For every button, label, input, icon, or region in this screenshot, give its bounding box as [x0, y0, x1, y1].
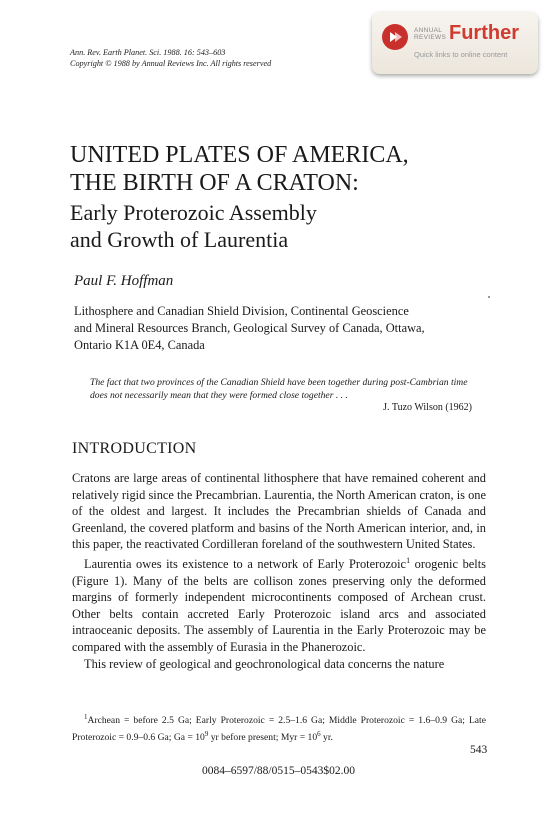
speck-mark: [488, 296, 490, 298]
article-code: 0084–6597/88/0515–0543$02.00: [201, 765, 355, 777]
annual-reviews-logo-icon: [382, 24, 408, 50]
body-text: [72, 470, 486, 672]
footnote: $^1$Archean = before 2.5 Ga; Early Proterozoic = 2.5–1.6 Ga; Middle Proterozoic = 1.6–0.9 Ga; Late Proterozoic = 0.9–0.6 Ga; $Ga = 10^9$ yr before present; Myr = $10^6$ yr.: [72, 713, 486, 743]
journal-line: Ann. Rev. Earth Planet. Sci. 1988. 16: 543–603: [70, 48, 226, 57]
badge-quick-links: Quick links to online content: [414, 50, 508, 59]
journal-citation: [70, 47, 271, 69]
paragraph-2: Laurentia owes its existence to a network of Early Proterozoic$^1$ orogenic belts (Figure 1). Many of the belts are collison zones preserving only the deformed margins of formerly independent microcontinents composed of Archean crust. Other belts contain accreted Early Proterozoic island arcs and associated intraoceanic deposits. The assembly of Laurentia in the Early Proterozoic may be compared with the assembly of Eurasia in the Phanerozoic.: [72, 555, 486, 655]
section-heading: INTRODUCTION: [72, 440, 197, 457]
author-name: Paul F. Hoffman: [74, 273, 174, 289]
further-badge[interactable]: [372, 12, 538, 74]
page-number: 543: [470, 744, 488, 756]
copyright-line: Copyright © 1988 by Annual Reviews Inc. All rights reserved: [70, 59, 272, 68]
badge-brand: ANNUAL REVIEWS: [414, 27, 447, 41]
epigraph-attribution: J. Tuzo Wilson (1962): [383, 402, 472, 413]
badge-further-label: Further: [449, 22, 519, 44]
footnote-mark: 1: [84, 713, 88, 721]
author-affiliation: Lithosphere and Canadian Shield Division, Continental Geoscience and Mineral Resources Branch, Geological Survey of Canada, Ottawa, Ontario K1A 0E4, Canada: [74, 304, 425, 352]
article-subtitle: Early Proterozoic Assembly and Growth of Laurentia: [70, 200, 317, 252]
epigraph-quote: The fact that two provinces of the Canadian Shield have been together during post-Cambrian time does not necessarily mean that they were formed close together . . .: [90, 377, 468, 401]
paragraph-1: Cratons are large areas of continental lithosphere that have remained coherent and relatively rigid since the Precambrian. Laurentia, the North American craton, is one of the oldest and largest. It includes the Precambrian shields of Canada and Greenland, the covered platform and basins of the North American interior, and, in this paper, the reactivated Cordilleran foreland of the southwestern United States.: [72, 471, 486, 552]
paragraph-3: This review of geological and geochronological data concerns the nature: [84, 656, 445, 671]
article-title: UNITED PLATES OF AMERICA, THE BIRTH OF A CRATON:: [70, 142, 409, 196]
footnote-ref[interactable]: 1: [406, 555, 411, 565]
